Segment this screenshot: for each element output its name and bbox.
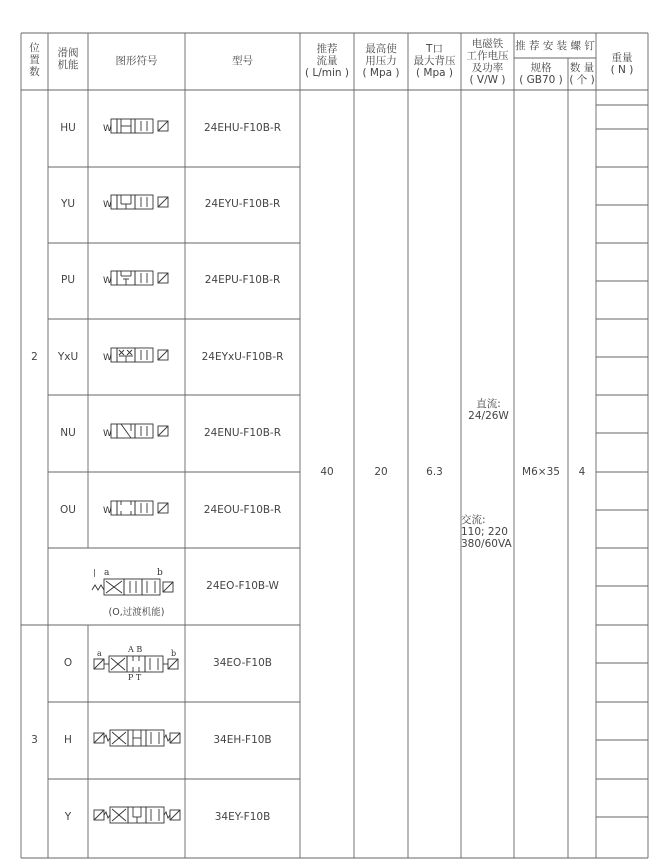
header-bolt-spec: 规格 ( GB70 ) [519, 62, 563, 87]
ou-symbol-icon [103, 498, 173, 520]
model-number: 24EHU-F10B-R [203, 122, 282, 134]
svg-text:W: W [103, 506, 112, 516]
model-number: 24ENU-F10B-R [203, 427, 281, 439]
header-weight: 重量 ( N ) [610, 52, 634, 77]
header-spool-function: 滑阀 机能 [57, 47, 79, 72]
model-number: 24EOU-F10B-R [203, 504, 282, 516]
function-code: O [63, 657, 73, 669]
svg-text:A B: A B [128, 645, 143, 654]
model-number: 24EO-F10B-W [206, 580, 279, 592]
header-max-pressure: 最高使 用压力 ( Mpa ) [362, 43, 400, 80]
model-number: 34EH-F10B [213, 734, 272, 746]
max-pressure-value: 20 [374, 466, 388, 478]
svg-text:|: | [93, 568, 96, 577]
position-count-2: 2 [31, 351, 38, 363]
model-number: 34EO-F10B [213, 657, 272, 669]
function-code: YxU [57, 351, 79, 363]
bolt-spec-value: M6×35 [522, 466, 560, 478]
function-code: HU [60, 122, 76, 134]
header-bolt-qty: 数 量 ( 个 ) [569, 62, 595, 87]
function-code: OU [60, 504, 76, 516]
pu-symbol-icon [103, 268, 173, 290]
o-transition-caption: (O,过渡机能) [108, 607, 165, 618]
ac-power-value: 交流: 110; 220 380/60VA [461, 514, 512, 551]
t-pressure-value: 6.3 [426, 466, 443, 478]
o-symbol-icon [91, 644, 185, 682]
header-position-count: 位 置 数 [29, 42, 40, 79]
svg-text:a: a [97, 649, 102, 658]
header-t-back-pressure: T口 最大背压 ( Mpa ) [413, 43, 456, 80]
nu-symbol-icon [103, 421, 173, 443]
o-transition-symbol-icon [90, 565, 184, 599]
function-code: Y [64, 811, 72, 823]
svg-text:W: W [103, 276, 112, 286]
yu-symbol-icon [103, 192, 173, 214]
svg-text:W: W [103, 124, 112, 134]
function-code: NU [60, 427, 76, 439]
svg-text:b: b [171, 649, 177, 658]
hu-symbol-icon [103, 116, 173, 138]
function-code: PU [60, 274, 76, 286]
model-number: 24EYxU-F10B-R [201, 351, 284, 363]
rec-flow-value: 40 [320, 466, 334, 478]
header-rec-flow: 推荐 流量 ( L/min ) [304, 43, 350, 80]
header-symbol: 图形符号 [115, 55, 158, 67]
model-number: 24EYU-F10B-R [204, 198, 281, 210]
header-bolts: 推 荐 安 装 螺 钉 [515, 40, 595, 52]
svg-text:P T: P T [128, 673, 142, 682]
function-code: YU [60, 198, 76, 210]
header-model: 型号 [232, 55, 253, 67]
svg-text:W: W [103, 353, 112, 363]
dc-power-value: 直流: 24/26W [468, 398, 509, 423]
h-symbol-icon [91, 726, 185, 750]
svg-text:W: W [103, 200, 112, 210]
model-number: 24EPU-F10B-R [204, 274, 281, 286]
svg-text:b: b [157, 568, 163, 578]
model-number: 34EY-F10B [214, 811, 271, 823]
yxu-symbol-icon [103, 345, 173, 367]
svg-text:a: a [104, 568, 110, 578]
bolt-qty-value: 4 [578, 466, 586, 478]
svg-text:W: W [103, 429, 112, 439]
position-count-3: 3 [31, 734, 38, 746]
header-solenoid: 电磁铁 工作电压 及功率 ( V/W ) [466, 38, 509, 87]
function-code: H [64, 734, 72, 746]
y-symbol-icon [91, 803, 185, 827]
